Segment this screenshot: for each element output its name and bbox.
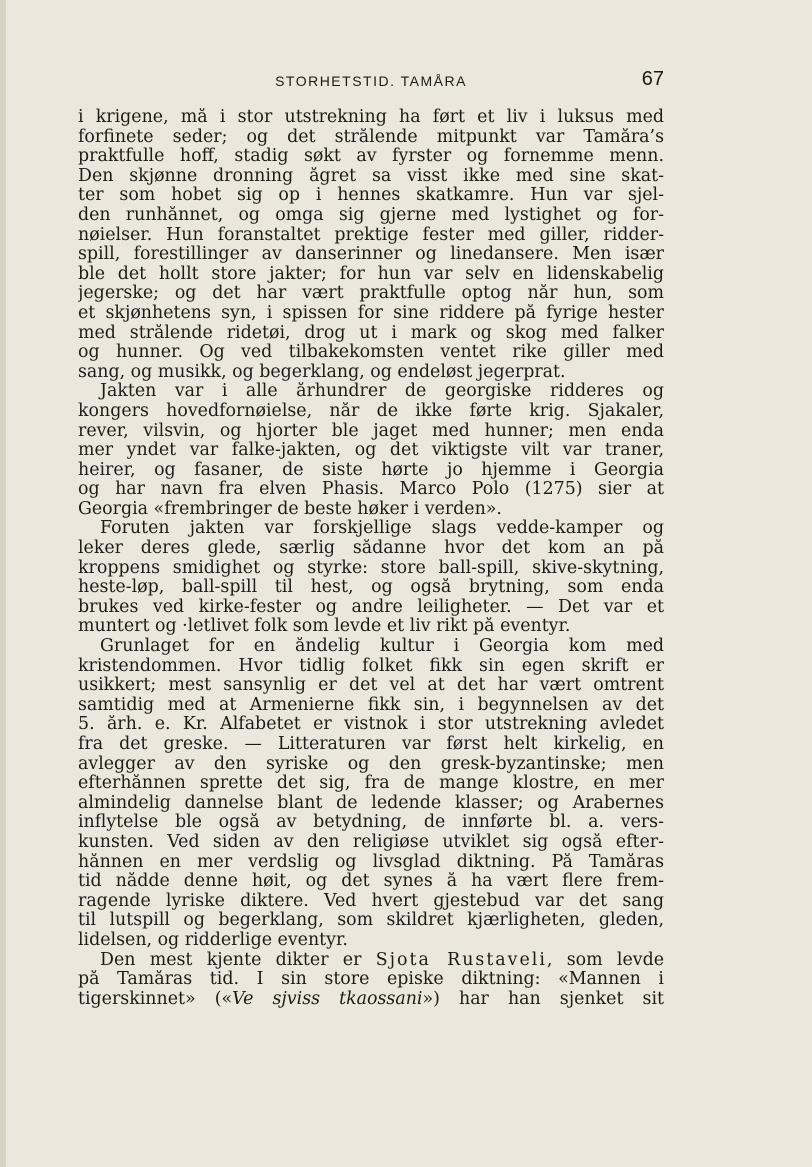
text-line: sang, og musikk, og begerklang, og endeløst jegerprat. bbox=[78, 362, 566, 382]
text-line: brukes ved kirke-fester og andre leiligheter. — Det var et bbox=[78, 597, 664, 617]
page-gutter bbox=[0, 0, 6, 1167]
text-line: kristendommen. Hvor tidlig folket fikk sin egen skrift er bbox=[78, 656, 664, 676]
text-line: kroppens smidighet og styrke: store ball-spill, skive-skytning, bbox=[78, 558, 664, 578]
text-line: praktfulle hoff, stadig søkt av fyrster og fornemme menn. bbox=[78, 147, 664, 167]
text-line: tid nådde denne høit, og det synes å ha vært flere frem- bbox=[78, 872, 664, 892]
text-line: jegerske; og det har vært praktfulle optog når hun, som bbox=[78, 284, 664, 304]
text-line: mer yndet var falke-jakten, og det viktigste vilt var traner, bbox=[78, 441, 664, 461]
text-line bbox=[78, 951, 664, 971]
text-line: og har navn fra elven Phasis. Marco Polo (1275) sier at bbox=[78, 480, 664, 500]
text-line: almindelig dannelse blant de ledende klasser; og Arabernes bbox=[78, 793, 664, 813]
text-line: heste-løp, ball-spill til hest, og også brytning, som enda bbox=[78, 578, 664, 598]
text-line: lidelsen, og ridderlige eventyr. bbox=[78, 930, 348, 950]
text-line: kongers hovedfornøielse, når de ikke førte krig. Sjakaler, bbox=[78, 401, 664, 421]
text-line: ragende lyriske diktere. Ved hvert gjestebud var det sang bbox=[78, 891, 664, 911]
poem-title: Ve sjviss tkaossani bbox=[232, 989, 423, 1009]
text-line: heirer, og fasaner, de siste hørte jo hjemme i Georgia bbox=[78, 460, 664, 480]
text-line: spill, forestillinger av danserinner og linedansere. Men især bbox=[78, 245, 664, 265]
text-line: muntert og ·letlivet folk som levde et liv rikt på eventyr. bbox=[78, 617, 571, 637]
text-line: usikkert; mest sansynlig er det vel at det har vært omtrent bbox=[78, 676, 664, 696]
text-span: ») har han sjenket sit bbox=[422, 989, 664, 1009]
text-line: Den skjønne dronning ågret sa visst ikke med sine skat- bbox=[78, 166, 664, 186]
text-line: med strålende ridetøi, drog ut i mark og skog med falker bbox=[78, 323, 664, 343]
text-line: hånnen en mer verdslig og livsglad diktning. På Tamåras bbox=[78, 852, 664, 872]
running-head: STORHETSTID. TAMÅRA bbox=[275, 73, 467, 89]
text-line: og hunner. Og ved tilbakekomsten ventet rike giller med bbox=[78, 343, 664, 363]
page-header bbox=[78, 68, 664, 94]
text-line: leker deres glede, særlig sådanne hvor det kom an på bbox=[78, 539, 664, 559]
text-line: ble det hollt store jakter; for hun var selv en lidenskabelig bbox=[78, 264, 664, 284]
text-span: tigerskinnet» (« bbox=[78, 989, 233, 1009]
text-line: på Tamåras tid. I sin store episke diktning: «Mannen i bbox=[78, 970, 664, 990]
text-line: forfinete seder; og det strålende mitpunkt var Tamåra’s bbox=[78, 127, 664, 147]
text-line bbox=[78, 990, 664, 1010]
text-line: i krigene, må i stor utstrekning ha ført et liv i luksus med bbox=[78, 108, 664, 127]
text-line: rever, vilsvin, og hjorter ble jaget med hunner; men enda bbox=[78, 421, 664, 441]
text-line: et skjønhetens syn, i spissen for sine riddere på fyrige hester bbox=[78, 303, 664, 323]
text-span: Den mest kjente dikter er bbox=[100, 950, 376, 970]
text-line: Foruten jakten var forskjellige slags vedde-kamper og bbox=[100, 519, 664, 539]
text-line: til lutspill og begerklang, som skildret kjærligheten, gleden, bbox=[78, 911, 664, 931]
text-line: Jakten var i alle århundrer de georgiske ridderes og bbox=[100, 382, 664, 402]
text-span: , som levde bbox=[546, 950, 664, 970]
body-text bbox=[78, 108, 664, 1009]
text-line: fra det greske. — Litteraturen var først helt kirkelig, en bbox=[78, 735, 664, 754]
page-number: 67 bbox=[641, 68, 664, 90]
text-line: efterhånnen sprette det sig, fra de mange klostre, en mer bbox=[78, 774, 664, 794]
text-line: samtidig med at Armenierne fikk sin, i begynnelsen av det bbox=[78, 695, 664, 715]
text-line: Grunlaget for en åndelig kultur i Georgia kom med bbox=[100, 637, 664, 657]
text-line: ter som hobet sig op i hennes skatkamre. Hun var sjel- bbox=[78, 186, 664, 206]
text-line: inflytelse ble også av betydning, de innførte bl. a. vers- bbox=[78, 813, 664, 833]
text-line: avlegger av den syriske og den gresk-byzantinske; men bbox=[78, 754, 664, 774]
text-line: 5. årh. e. Kr. Alfabetet er vistnok i stor utstrekning avledet bbox=[78, 715, 664, 735]
text-line: kunsten. Ved siden av den religiøse utviklet sig også efter- bbox=[78, 832, 664, 852]
text-line: nøielser. Hun foranstaltet prektige fester med giller, ridder- bbox=[78, 225, 664, 245]
author-name: Sjota Rustaveli bbox=[375, 950, 547, 970]
text-line: den runhånnet, og omga sig gjerne med lystighet og for- bbox=[78, 205, 664, 225]
text-line: Georgia «frembringer de beste høker i verden». bbox=[78, 499, 502, 519]
